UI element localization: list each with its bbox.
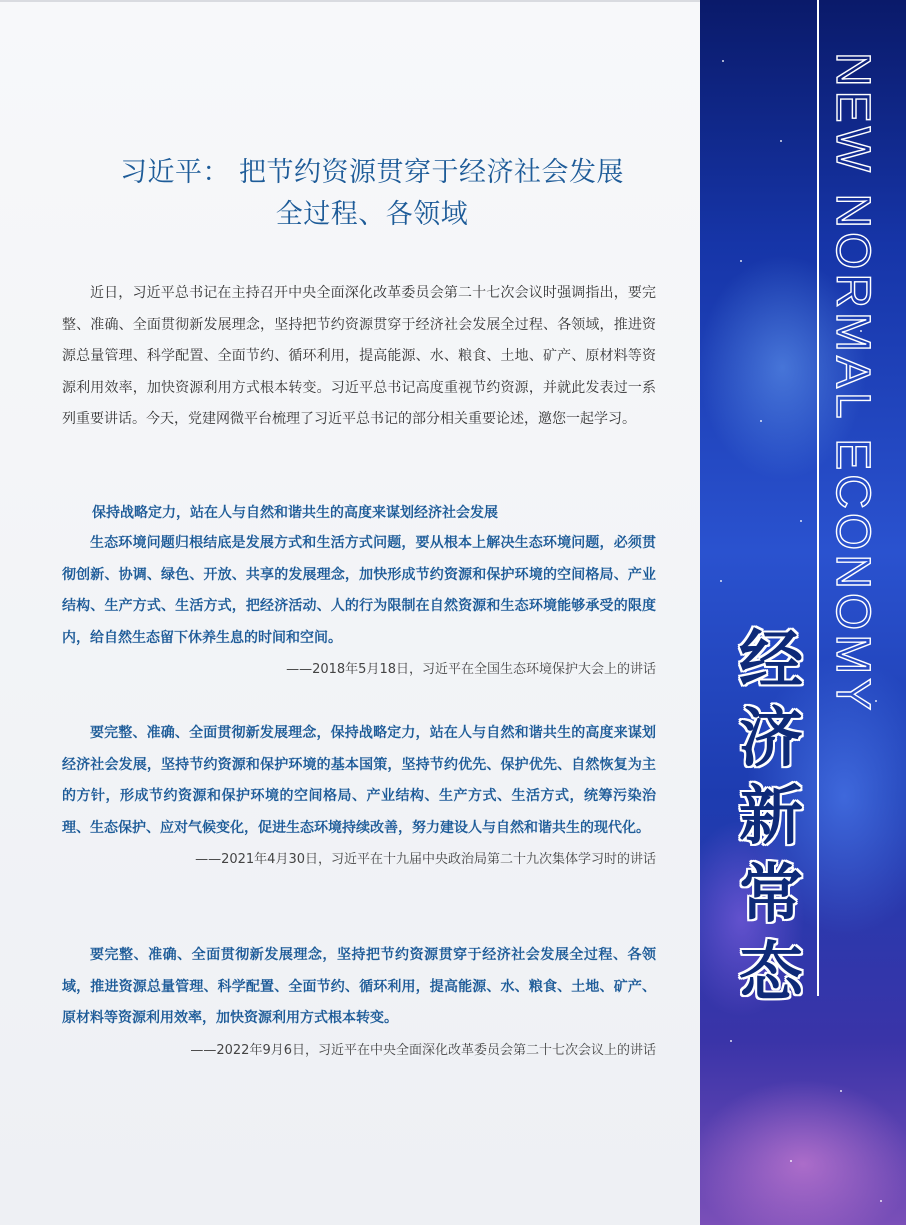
quote-source: ——2021年4月30日，习近平在十九届中央政治局第二十九次集体学习时的讲话 [195,852,656,867]
top-edge-divider [0,0,700,2]
quote-body: 要完整、准确、全面贯彻新发展理念，保持战略定力，站在人与自然和谐共生的高度来谋划经济社会发展，坚持节约资源和保护环境的基本国策，坚持节约优先、保护优先、自然恢复为主的方针，形成节约资源和保护环境的空间格局、产业结构、生产方式、生活方式，统筹污染治理、生态保护、应对气候变化，促进生态环境持续改善，努力建设人与自然和谐共生的现代化。 [62,725,656,836]
star-sparkle [730,1040,732,1042]
star-sparkle [740,260,742,262]
title-char: 新 [739,780,803,854]
title-char: 态 [739,936,803,1010]
quote-section-2018 [62,498,656,685]
chinese-vertical-title [736,622,806,1012]
section-heading: 保持战略定力，站在人与自然和谐共生的高度来谋划经济社会发展 [92,505,498,521]
quote-body: 要完整、准确、全面贯彻新发展理念，坚持把节约资源贯穿于经济社会发展全过程、各领域，推进资源总量管理、科学配置、全面节约、循环利用，提高能源、水、粮食、土地、矿产、原材料等资源利用效率，加快资源利用方式根本转变。 [62,947,656,1026]
quote-section-2021 [62,718,656,875]
quote-body: 生态环境问题归根结底是发展方式和生活方式问题，要从根本上解决生态环境问题，必须贯彻创新、协调、绿色、开放、共享的发展理念，加快形成节约资源和保护环境的空间格局、产业结构、生产方式、生活方式，把经济活动、人的行为限制在自然资源和生态环境能够承受的限度内，给自然生态留下休养生息的时间和空间。 [62,535,656,646]
star-sparkle [800,520,802,522]
english-vertical-title: NEW NORMAL ECONOMY [826,52,879,715]
intro-paragraph [62,278,656,436]
title-char: 常 [739,858,803,932]
article-title-line-2: 全过程、各领域 [275,199,469,230]
star-sparkle [880,1200,882,1202]
quote-source: ——2018年5月18日，习近平在全国生态环境保护大会上的讲话 [286,662,656,677]
star-sparkle [722,60,724,62]
intro-text: 近日，习近平总书记在主持召开中央全面深化改革委员会第二十七次会议时强调指出，要完整、准确、全面贯彻新发展理念，坚持把节约资源贯穿于经济社会发展全过程、各领域，推进资源总量管理、科学配置、全面节约、循环利用，提高能源、水、粮食、土地、矿产、原材料等资源利用效率，加快资源利用方式根本转变。习近平总书记高度重视节约资源，并就此发表过一系列重要讲话。今天，党建网微平台梳理了习近平总书记的部分相关重要论述，邀您一起学习。 [62,285,656,427]
title-char: 济 [739,702,803,776]
star-sparkle [720,580,722,582]
star-sparkle [760,420,762,422]
title-char: 经 [739,624,803,698]
decorative-sidebar [700,0,906,1225]
article-title [62,152,682,236]
article-title-line-1: 习近平： 把节约资源贯穿于经济社会发展 [119,157,625,188]
quote-source: ——2022年9月6日，习近平在中央全面深化改革委员会第二十七次会议上的讲话 [190,1042,656,1058]
vertical-divider-line [817,0,819,996]
star-sparkle [840,1090,842,1092]
star-sparkle [790,1160,792,1162]
quote-section-2022 [62,940,656,1066]
star-sparkle [780,140,782,142]
